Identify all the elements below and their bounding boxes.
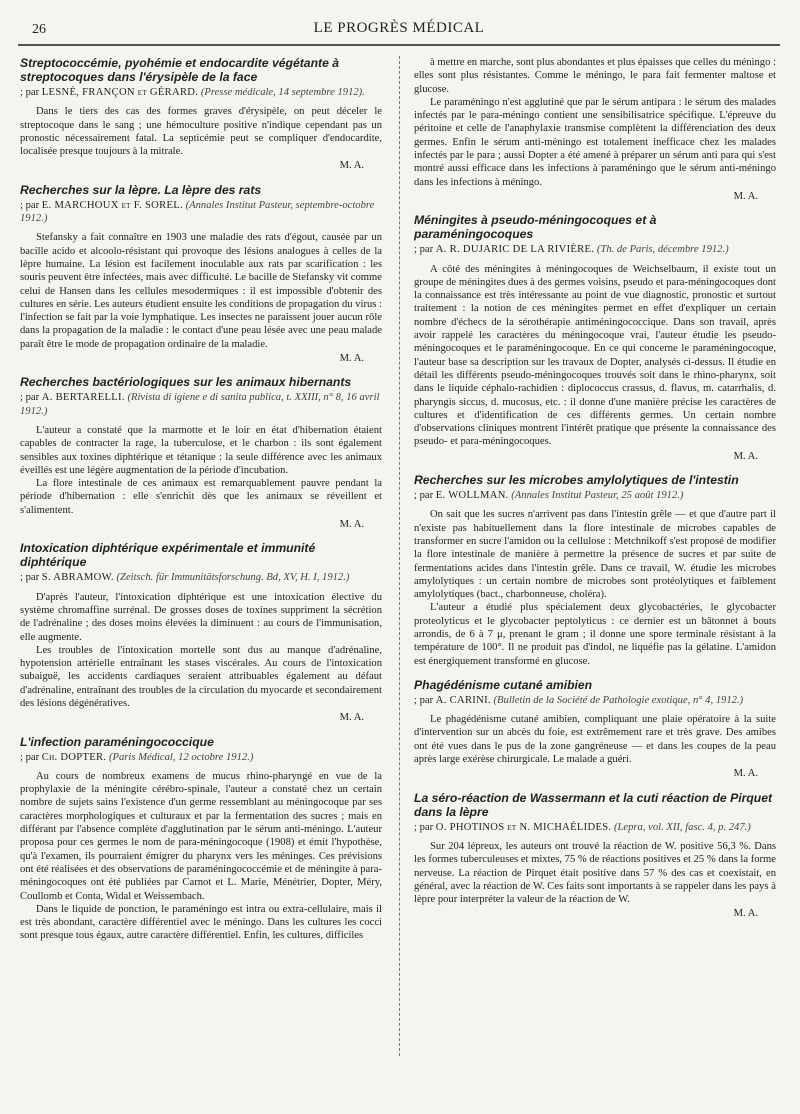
article-continuation — [414, 56, 776, 203]
article-paragraph: On sait que les sucres n'arrivent pas dans l'intestin grêle — et que d'autre part il n'existe pas habituellement dans la flore intestinale de microbes capables de transformer en sucre l'amidon ou la cellulose : Metchnikoff s'est proposé de modifier la flore intestinale de manière à permettre la présence de sucres et par suite de fermentations acides dans l'intestin grêle. Dans ce travail, W. étudie les microbes amylolytiques : un certain nombre de microbes sont protéolytiques et faiblement amylolytiques (bact., charbonneuse, choléra). — [414, 509, 776, 601]
article-source: (Annales Institut Pasteur, septembre-octobre 1912.) — [20, 199, 375, 225]
article-source: (Th. de Paris, décembre 1912.) — [596, 244, 729, 256]
article-signature: M. A. — [733, 908, 758, 920]
article-title: Recherches sur la lèpre. La lèpre des rats — [20, 182, 262, 197]
article-authors: A. R. DUJARIC DE LA RIVIÈRE. — [435, 244, 595, 256]
article-source: (Lepra, vol. XII, fasc. 4, p. 247.) — [614, 821, 751, 833]
article-signature: M. A. — [339, 712, 364, 724]
article-paragraph: A côté des méningites à méningocoques de Weichselbaum, il existe tout un groupe de méningites dues à des germes voisins, pseudo et para-méningocoques dont la connaissance est très intéressante au point de vue diagnostic, pronostic et surtout traitement : la notion de ces méningites permet en effet d'expliquer un certain nombre d'échecs de la sérothérapie antiméningococcique. Dans son travail, après avoir rappelé les caractères du méningocoque vrai, l'auteur étudie les pseudo-méningocoques et le paraméningocoque. En ce qui concerne le paraméningocoque, l'auteur base sa description sur les travaux de Dopter, analysés ci-dessus. Il étudie en détail les différents pseudo-méningocoques trouvés soit dans le rhino-pharynx, soit dans le liquide céphalo-rachidien : diplococcus crassus, d. flavus, m. catarrhalis, d. pharyngis siccus, d. mucosus, etc. : il donne d'une manière précise les caractères de cultures et d'identification de ces différents germes. Un certain nombre d'observations cliniques montrent l'intérêt pratique que présente la connaissance des pseudo- et para-méningocoques. — [414, 263, 776, 448]
article-title: Recherches bactériologiques sur les animaux hibernants — [20, 375, 352, 390]
article — [20, 56, 382, 173]
article-source: (Annales Institut Pasteur, 25 août 1912.) — [511, 490, 684, 502]
article-paragraph: Les troubles de l'intoxication mortelle sont dus au manque d'adrénaline, hypotension artérielle entraînant les stases viscérales. Au cours de l'intoxication subaiguë, les accidents cardiaques seraient attribuables également au défaut d'adrénaline, entraînant des troubles de la circulation du myocarde et secondairement des lésions dégénératives. — [20, 644, 382, 709]
article-authors: Ch. DOPTER. — [41, 751, 107, 763]
article-signature: M. A. — [733, 768, 758, 780]
article — [414, 791, 776, 921]
left-column — [20, 56, 382, 1106]
article-paragraph: Dans le tiers des cas des formes graves d'érysipèle, on peut déceler le streptocoque dans le sang ; une hémoculture positive n'indique cependant pas un pronostic nécessairement fatal. La septicémie peut se compliquer d'endocardite, localisée presque toujours à la mitrale. — [20, 106, 382, 158]
article-authors: O. PHOTINOS et N. MICHAÉLIDES. — [435, 821, 612, 833]
article-signature: M. A. — [733, 190, 758, 202]
article-title: Recherches sur les microbes amylolytiques de l'intestin — [414, 473, 739, 488]
article — [20, 735, 382, 943]
article-title: L'infection paraméningococcique — [20, 734, 214, 749]
article — [414, 473, 776, 668]
article-reference: ; par S. ABRAMOW. (Zeitsch. für Immunitätsforschung. Bd, XV, H. I, 1912.) — [20, 572, 350, 584]
article-title: Streptococcémie, pyohémie et endocardite végétante à streptocoques dans l'érysipèle de la face — [20, 56, 340, 84]
article-signature: M. A. — [339, 160, 364, 172]
article-title: Phagédénisme cutané amibien — [414, 677, 593, 692]
article-reference: ; par LESNÉ, FRANÇON et GÉRARD. (Presse médicale, 14 septembre 1912). — [20, 87, 365, 98]
article-reference: ; par A. CARINI. (Bulletin de la Société de Pathologie exotique, n° 4, 1912.) — [414, 694, 744, 706]
article-reference: ; par O. PHOTINOS et N. MICHAÉLIDES. (Lepra, vol. XII, fasc. 4, p. 247.) — [414, 821, 751, 833]
article-title: La séro-réaction de Wassermann et la cuti réaction de Pirquet dans la lèpre — [414, 790, 773, 819]
article-authors: A. CARINI. — [435, 694, 491, 706]
right-column — [414, 56, 776, 1106]
article-source: (Bulletin de la Société de Pathologie exotique, n° 4, 1912.) — [493, 694, 744, 706]
article-authors: LESNÉ, FRANÇON et GÉRARD. — [41, 87, 199, 98]
article-source: (Zeitsch. für Immunitätsforschung. Bd, XV, H. I, 1912.) — [116, 572, 350, 584]
article — [20, 183, 382, 366]
article-source: (Presse médicale, 14 septembre 1912). — [200, 87, 365, 98]
article-signature: M. A. — [339, 353, 364, 365]
article-paragraph: D'après l'auteur, l'intoxication diphtérique est une intoxication élective du système chromaffine surrénal. De grosses doses de toxines suppriment la sécrétion de l'adrénaline ; des doses moins élevées la diminuent : au cours de l'immunisation, elle augmente. — [20, 591, 382, 643]
article-source: (Rivista di igiene e di sanita publica, t. XXIII, n° 8, 16 avril 1912.) — [20, 392, 380, 417]
article-authors: E. MARCHOUX et F. SOREL. — [41, 199, 183, 211]
article-paragraph: Sur 204 lépreux, les auteurs ont trouvé la réaction de W. positive 56,3 %. Dans les formes tuberculeuses et mixtes, 75 % de réactions positives et 25 % dans la forme nerveuse. La réaction de Pirquet était positive dans 57 % des cas et coexistait, en général, avec la réaction de W. Ces faits sont importants à se rappeler dans les pays à lèpre pour interpréter la valeur de la réaction de W. — [414, 840, 776, 906]
article-paragraph: L'auteur a étudié plus spécialement deux glycobactéries, le glycobacter proteolyticus et le glycobacter peptolyticus : ce dernier est un bâtonnet à bouts arrondis, de 6 à 7 μ, prenant le gram ; il donne une spore terminale résistant à la température de 100°. Il ne produit pas d'indol, ne liquéfie pas la gélatine. L'amidon est énergiquement transformé en glucose. — [414, 602, 776, 667]
article-title: Intoxication diphtérique expérimentale et immunité diphtérique — [20, 541, 316, 570]
article-paragraph: Stefansky a fait connaître en 1903 une maladie des rats d'égout, causée par un bacille acido et alcoolo-résistant qui provoque des lésions analogues à celles de la lèpre humaine. La lésion est facilement inoculable aux rats par scarification : les souris peuvent être infectées, mais avec difficulté. Le bacille de Stefansky vit comme celui de Hansen dans les cellules mesodermiques : il est impossible d'obtenir des cultures en série. Les auteurs étudient ensuite les conditions de propagation du virus : l'infection se fait par la voie lymphatique. Les insectes ne paraissent jouer aucun rôle dans la propagation de la maladie : le contact d'une peau lésée avec une peau malade paraît être le mode de propagation ordinaire de la maladie. — [20, 232, 382, 350]
article-reference: ; par A. BERTARELLI. (Rivista di igiene e di sanita publica, t. XXIII, n° 8, 16 avril 1912.) — [20, 392, 380, 417]
journal-title: LE PROGRÈS MÉDICAL — [313, 20, 485, 36]
article-paragraph: La flore intestinale de ces animaux est remarquablement pauvre pendant la période d'hibernation : elle s'enrichit dès que les animaux se réveillent et s'alimentent. — [20, 478, 382, 516]
article-reference: ; par E. MARCHOUX et F. SOREL. (Annales Institut Pasteur, septembre-octobre 1912.) — [20, 199, 375, 225]
article-paragraph: Dans le liquide de ponction, le paraméningo est intra ou extra-cellulaire, mais il est très abondant, caractère différentiel avec le méningo. Dans les cultures les cocci sont presque tous égaux, autre caractère différentiel. Enfin, les cultures, difficiles — [20, 903, 382, 942]
article-authors: E. WOLLMAN. — [435, 490, 509, 502]
article-paragraph: Le paraméningo n'est agglutiné que par le sérum antipara : le sérum des malades infectés par le para-méningo contient une sensibilisatrice spécifique. L'épreuve du péritoine et celle de l'anaphylaxie transmise complètent la différenciation des deux germes. Enfin le sérum anti-méningo est totalement inefficace chez les malades infectés par le para ; aussi Dopter a été amené à préparer un sérum anti para qui s'est montré aussi efficace dans les infections à paraméningo que le sérum anti-méningo dans les infections à méningo. — [414, 96, 776, 188]
article-paragraph: à mettre en marche, sont plus abondantes et plus épaisses que celles du méningo : elles sont plus résistantes. Comme le méningo, le para fait fermenter maltose et glucose. — [414, 57, 776, 95]
article-source: (Paris Médical, 12 octobre 1912.) — [109, 751, 254, 763]
article-signature: M. A. — [339, 519, 364, 531]
article — [20, 541, 382, 724]
page-number: 26 — [32, 22, 46, 37]
article-reference: ; par Ch. DOPTER. (Paris Médical, 12 octobre 1912.) — [20, 751, 254, 763]
column-divider — [399, 56, 401, 1056]
article-paragraph: Le phagédénisme cutané amibien, compliquant une plaie opératoire à la suite d'intervention sur un abcès du foie, est extrêmement rare et très grave. Des amibes ont été vues dans le pus de la zone gangréneuse — et dans les coupes de la peau après large exérèse chirurgicale. Le malade a guéri. — [414, 714, 776, 766]
article — [20, 375, 382, 531]
article-paragraph: Au cours de nombreux examens de mucus rhino-pharyngé en vue de la prophylaxie de la méningite cérébro-spinale, l'auteur a constaté chez un certain nombre de sujets sains l'existence d'un germe ressemblant au méningocoque par ses caractères morphologiques et culturaux et par la fermentation des sucres ; mais en différant par l'absence complète d'agglutination par le sérum anti-méningo. L'auteur proposa pour ces germes le nom de para-méningocoque (1908) et émit l'hypothèse, qu'à l'examen, ils pourraient émigrer du pharynx vers les méninges. Ces prévisions ont été réalisées et des observations de paraméningococcémie et de méningite à para-méningocoques ont été publiées par Carnot et L. Marie, Ménétrier, Dopter, Méry, Coullomb et Conta, Widal et Weissembach. — [20, 770, 382, 902]
article — [414, 213, 776, 463]
article — [414, 678, 776, 781]
page-header — [18, 14, 780, 46]
article-paragraph: L'auteur a constaté que la marmotte et le loir en état d'hibernation étaient capables de contracter la rage, la tuberculose, et le charbon : ils sont également sensibles aux toxines diphtérique et tétanique : la seule différence avec les animaux éveillés est une légère augmentation de la période d'incubation. — [20, 424, 382, 476]
article-authors: S. ABRAMOW. — [41, 572, 114, 584]
article-reference: ; par E. WOLLMAN. (Annales Institut Pasteur, 25 août 1912.) — [414, 490, 684, 502]
article-reference: ; par A. R. DUJARIC DE LA RIVIÈRE. (Th. de Paris, décembre 1912.) — [414, 244, 729, 256]
article-authors: A. BERTARELLI. — [41, 392, 125, 404]
article-title: Méningites à pseudo-méningocoques et à paraméningocoques — [414, 213, 657, 242]
article-signature: M. A. — [733, 450, 758, 462]
